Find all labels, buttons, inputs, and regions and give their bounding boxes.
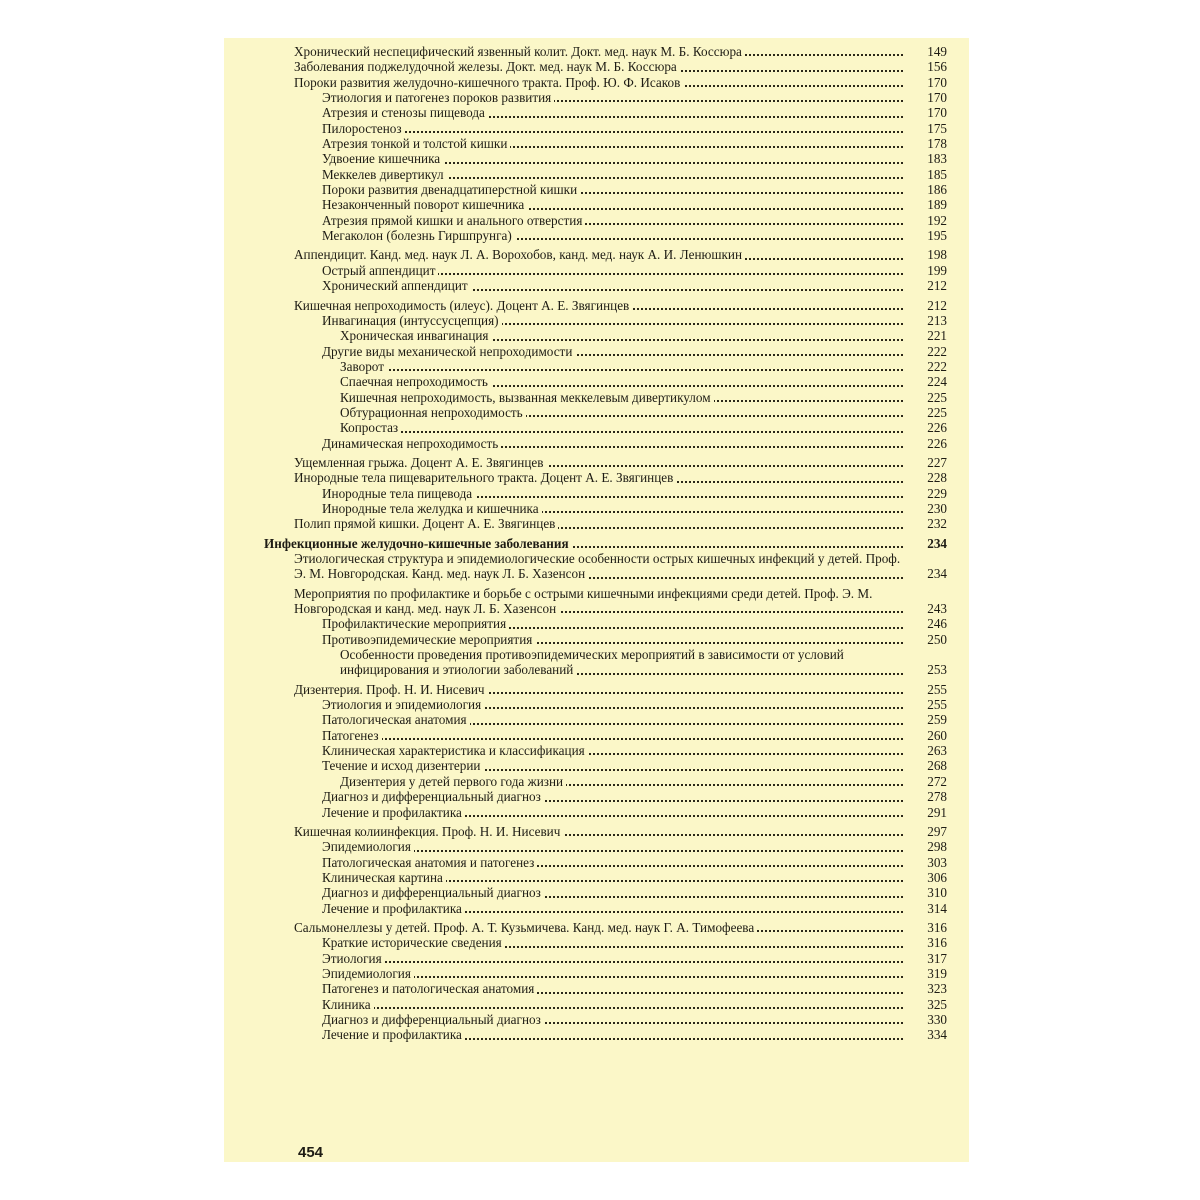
toc-entry-title: Клиника (322, 997, 374, 1012)
toc-entry-title: Аппендицит. Канд. мед. наук Л. А. Ворохобов, канд. мед. наук А. И. Ленюшкин (294, 247, 745, 262)
toc-entry (294, 682, 947, 697)
toc-entry-page: 230 (927, 500, 947, 516)
toc-entry (340, 647, 947, 678)
toc-entry-title: Сальмонеллезы у детей. Проф. А. Т. Кузьмичева. Канд. мед. наук Г. А. Тимофеева (294, 920, 757, 935)
leader-dots (322, 738, 903, 740)
toc-entry-title: Лечение и профилактика (322, 901, 465, 916)
toc-entry (322, 839, 947, 854)
toc-entry-page: 259 (927, 712, 947, 728)
toc-entry-page: 183 (927, 151, 947, 167)
toc-entry-page: 319 (927, 965, 947, 981)
toc-entry (322, 855, 947, 870)
toc-entry-page: 229 (927, 485, 947, 501)
page-number: 454 (298, 1144, 324, 1161)
toc-entry (294, 920, 947, 935)
toc-entry-page: 198 (927, 247, 947, 263)
toc-entry-page: 156 (927, 59, 947, 75)
toc-entry-title: Лечение и профилактика (322, 1027, 465, 1042)
book-page (224, 38, 969, 1162)
toc-entry (322, 758, 947, 773)
toc-entry (294, 455, 947, 470)
toc-entry-title: Удвоение кишечника (322, 151, 443, 166)
leader-dots (322, 131, 903, 133)
toc-entry-title: Заворот (340, 359, 387, 374)
toc-entry-page: 224 (927, 374, 947, 390)
leader-dots (340, 431, 903, 433)
toc-entry-page: 243 (927, 601, 947, 617)
toc-entry-title: Эпидемиология (322, 966, 414, 981)
toc-entry (340, 359, 947, 374)
toc-entry (322, 789, 947, 804)
toc-entry-page: 263 (927, 743, 947, 759)
toc-entry-title: Инвагинация (интуссусцепция) (322, 313, 502, 328)
toc-entry (322, 712, 947, 727)
toc-entry-page: 186 (927, 182, 947, 198)
toc-entry-page: 212 (927, 297, 947, 313)
leader-dots (322, 1007, 903, 1009)
toc-entry-page: 234 (927, 566, 947, 582)
toc-entry (322, 151, 947, 166)
toc-entry-page: 310 (927, 885, 947, 901)
toc-entry (322, 951, 947, 966)
toc-entry-page: 330 (927, 1011, 947, 1027)
toc-entry-title: Меккелев дивертикул (322, 167, 447, 182)
toc-entry (294, 75, 947, 90)
toc-entry-page: 250 (927, 631, 947, 647)
toc-entry-page: 253 (927, 662, 947, 678)
toc-entry-page: 185 (927, 166, 947, 182)
toc-entry (322, 885, 947, 900)
toc-entry-title: Особенности проведения противоэпидемических мероприятий в зависимости от условий инфицирования и этиологии заболеваний (340, 647, 844, 678)
toc-entry-page: 298 (927, 839, 947, 855)
toc-entry-title: Этиологическая структура и эпидемиологические особенности острых кишечных инфекций у детей. Проф. Э. М. Новгородская. Канд. мед. наук Л. Б. Хазенсон (294, 551, 901, 582)
toc-entry-title: Патологическая анатомия и патогенез (322, 855, 537, 870)
toc-entry-title: Незаконченный поворот кишечника (322, 197, 527, 212)
toc-entry-title: Инородные тела желудка и кишечника (322, 501, 542, 516)
toc-entry-page: 306 (927, 869, 947, 885)
toc-entry-title: Пилоростеноз (322, 121, 405, 136)
toc-entry-page: 268 (927, 758, 947, 774)
toc-entry-title: Лечение и профилактика (322, 805, 465, 820)
toc-entry-page: 278 (927, 789, 947, 805)
toc-entry (322, 167, 947, 182)
toc-entry-title: Дизентерия. Проф. Н. И. Нисевич (294, 682, 488, 697)
toc-entry (340, 390, 947, 405)
toc-entry-page: 175 (927, 120, 947, 136)
toc-entry (322, 997, 947, 1012)
toc-entry-page: 316 (927, 935, 947, 951)
toc-entry (322, 105, 947, 120)
toc-entry-page: 170 (927, 90, 947, 106)
toc-entry-title: Патогенез и патологическая анатомия (322, 981, 537, 996)
toc-entry-page: 323 (927, 981, 947, 997)
toc-entry-title: Динамическая непроходимость (322, 436, 501, 451)
toc-entry (294, 247, 947, 262)
table-of-contents (264, 44, 947, 1043)
toc-entry-page: 317 (927, 950, 947, 966)
toc-entry (322, 901, 947, 916)
toc-entry (294, 551, 947, 582)
toc-entry (322, 870, 947, 885)
toc-entry (322, 1027, 947, 1042)
toc-entry-title: Острый аппендицит (322, 263, 438, 278)
toc-entry-title: Эпидемиология (322, 839, 414, 854)
toc-entry (322, 278, 947, 293)
toc-entry (322, 805, 947, 820)
toc-entry-title: Краткие исторические сведения (322, 935, 505, 950)
leader-dots (322, 961, 903, 963)
toc-entry (294, 470, 947, 485)
toc-entry (322, 743, 947, 758)
toc-entry-page: 226 (927, 435, 947, 451)
toc-entry-page: 170 (927, 74, 947, 90)
toc-entry-title: Спаечная непроходимость (340, 374, 491, 389)
toc-entry-title: Полип прямой кишки. Доцент А. Е. Звягинцев (294, 516, 558, 531)
toc-entry-title: Патологическая анатомия (322, 712, 470, 727)
toc-entry-title: Ущемленная грыжа. Доцент А. Е. Звягинцев (294, 455, 547, 470)
toc-entry-title: Другие виды механической непроходимости (322, 344, 575, 359)
toc-entry (294, 44, 947, 59)
toc-entry-page: 225 (927, 404, 947, 420)
toc-entry-page: 316 (927, 919, 947, 935)
toc-entry-page: 226 (927, 420, 947, 436)
toc-entry-page: 212 (927, 278, 947, 294)
toc-entry-title: Инфекционные желудочно-кишечные заболевания (264, 536, 572, 551)
toc-entry-title: Патогенез (322, 728, 382, 743)
toc-entry (340, 774, 947, 789)
toc-entry-title: Атрезия тонкой и толстой кишки (322, 136, 510, 151)
toc-entry-page: 222 (927, 343, 947, 359)
toc-entry-page: 234 (927, 535, 947, 551)
toc-entry-page: 297 (927, 823, 947, 839)
toc-entry-title: Копростаз (340, 420, 401, 435)
toc-entry-page: 314 (927, 900, 947, 916)
toc-entry (322, 90, 947, 105)
toc-entry-page: 199 (927, 262, 947, 278)
toc-section-heading (264, 536, 947, 551)
toc-entry-title: Заболевания поджелудочной железы. Докт. мед. наук М. Б. Коссюра (294, 59, 680, 74)
toc-entry (322, 344, 947, 359)
toc-entry-title: Пороки развития желудочно-кишечного тракта. Проф. Ю. Ф. Исаков (294, 75, 683, 90)
toc-entry (322, 616, 947, 631)
toc-entry-title: Хронический неспецифический язвенный колит. Докт. мед. наук М. Б. Коссюра (294, 44, 745, 59)
toc-entry-page: 227 (927, 454, 947, 470)
toc-entry-title: Клиническая характеристика и классификация (322, 743, 588, 758)
toc-entry (340, 420, 947, 435)
toc-entry-title: Этиология и эпидемиология (322, 697, 484, 712)
toc-entry-title: Дизентерия у детей первого года жизни (340, 774, 566, 789)
toc-entry (294, 59, 947, 74)
toc-entry (322, 228, 947, 243)
toc-entry (322, 981, 947, 996)
toc-entry (322, 935, 947, 950)
toc-entry (322, 182, 947, 197)
toc-entry-page: 255 (927, 697, 947, 713)
toc-entry (322, 213, 947, 228)
toc-entry-title: Этиология (322, 951, 385, 966)
toc-entry-title: Противоэпидемические мероприятия (322, 632, 535, 647)
toc-entry (322, 728, 947, 743)
toc-entry (322, 313, 947, 328)
toc-entry-page: 246 (927, 616, 947, 632)
toc-entry-page: 334 (927, 1027, 947, 1043)
toc-entry-page: 149 (927, 44, 947, 59)
toc-entry (294, 586, 947, 617)
toc-entry-page: 170 (927, 105, 947, 121)
toc-entry-page: 225 (927, 389, 947, 405)
toc-entry-title: Этиология и патогенез пороков развития (322, 90, 554, 105)
toc-entry-page: 325 (927, 996, 947, 1012)
toc-entry (340, 405, 947, 420)
toc-entry-page: 260 (927, 727, 947, 743)
toc-entry (322, 197, 947, 212)
toc-entry (294, 516, 947, 531)
toc-entry (322, 632, 947, 647)
toc-entry (322, 121, 947, 136)
toc-entry (322, 966, 947, 981)
toc-entry-title: Атрезия и стенозы пищевода (322, 105, 488, 120)
toc-entry-page: 272 (927, 773, 947, 789)
toc-entry-page: 291 (927, 804, 947, 820)
toc-entry-title: Пороки развития двенадцатиперстной кишки (322, 182, 580, 197)
toc-entry-page: 195 (927, 228, 947, 244)
toc-entry (322, 436, 947, 451)
toc-entry-title: Обтурационная непроходимость (340, 405, 526, 420)
toc-entry-title: Диагноз и дифференциальный диагноз (322, 1012, 544, 1027)
toc-entry-title: Клиническая картина (322, 870, 446, 885)
toc-entry (322, 697, 947, 712)
toc-entry-title: Инородные тела пищеварительного тракта. Доцент А. Е. Звягинцев (294, 470, 676, 485)
toc-entry-page: 221 (927, 328, 947, 344)
toc-entry-page: 255 (927, 681, 947, 697)
toc-entry-title: Течение и исход дизентерии (322, 758, 483, 773)
toc-entry (340, 328, 947, 343)
toc-entry-page: 189 (927, 197, 947, 213)
toc-entry-title: Диагноз и дифференциальный диагноз (322, 885, 544, 900)
leader-dots (340, 369, 903, 371)
toc-entry-title: Атрезия прямой кишки и анального отверстия (322, 213, 585, 228)
toc-entry-title: Хронический аппендицит (322, 278, 471, 293)
toc-entry (322, 1012, 947, 1027)
toc-entry (340, 374, 947, 389)
toc-entry (322, 501, 947, 516)
toc-entry-title: Мероприятия по профилактике и борьбе с острыми кишечными инфекциями среди детей. Проф. Э. М. Новгородская и канд. мед. наук Л. Б. Хазенсон (294, 585, 873, 617)
toc-entry-page: 222 (927, 358, 947, 374)
toc-entry-title: Хроническая инвагинация (340, 328, 492, 343)
toc-entry-title: Кишечная колиинфекция. Проф. Н. И. Нисевич (294, 824, 563, 839)
toc-entry-page: 228 (927, 470, 947, 486)
toc-entry (322, 263, 947, 278)
toc-entry-title: Кишечная непроходимость, вызванная меккелевым дивертикулом (340, 390, 714, 405)
toc-entry-page: 232 (927, 516, 947, 532)
toc-entry (294, 298, 947, 313)
toc-entry-title: Диагноз и дифференциальный диагноз (322, 789, 544, 804)
toc-entry-title: Кишечная непроходимость (илеус). Доцент А. Е. Звягинцев (294, 298, 632, 313)
toc-entry-page: 213 (927, 312, 947, 328)
toc-entry-title: Мегаколон (болезнь Гиршпрунга) (322, 228, 515, 243)
toc-entry-title: Профилактические мероприятия (322, 616, 509, 631)
toc-entry-title: Инородные тела пищевода (322, 486, 475, 501)
toc-entry (322, 136, 947, 151)
toc-entry-page: 192 (927, 212, 947, 228)
toc-entry (322, 486, 947, 501)
toc-entry (294, 824, 947, 839)
toc-entry-page: 178 (927, 136, 947, 152)
toc-entry-page: 303 (927, 854, 947, 870)
